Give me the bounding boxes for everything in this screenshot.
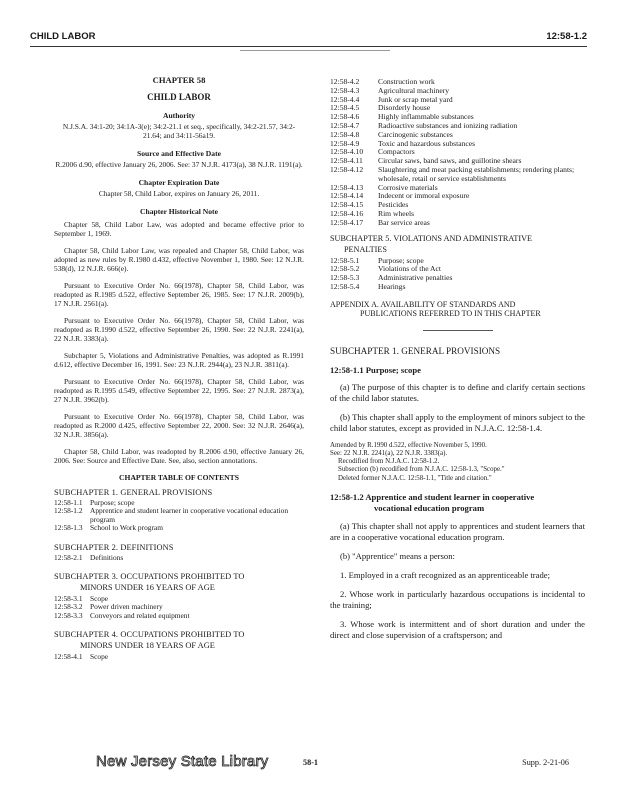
expiration-heading: Chapter Expiration Date [138,178,220,187]
toc-entry[interactable]: 12:58-4.12 Slaughtering and meat packing establishments; rendering plants; wholesale, retail or service establishments [330,164,575,183]
toc-entry[interactable]: 12:58-5.4 Hearings [330,281,406,291]
toc-subchapter-5-cont: PENALTIES [344,244,387,254]
section-heading: 12:58-1.1 Purpose; scope [330,364,421,375]
body-paragraph: 1. Employed in a craft recognized as an apprenticeable trade; [340,569,550,580]
history-heading: Chapter Historical Note [140,207,218,216]
amendment-note: Amended by R.1990 d.522, effective November 5, 1990. See: 22 N.J.R. 2241(a), 22 N.J.R. 3383(a). Recodified from N.J.A.C. 12:58-1.2. Subsection (b) recodified from N.J.A.C. 12:58-1.3, "Scope." Deleted former N.J.A.C. 12:58-1.1, "Title and citation." [330,441,505,482]
library-logo: New Jersey State Library [96,753,269,770]
header-title: CHILD LABOR [30,31,96,42]
history-paragraph: Pursuant to Executive Order No. 66(1978), Chapter 58, Child Labor, was readopted as R.1995 d.549, effective September 22, 1995. See: 27 N.J.R. 2873(a), 27 N.J.R. 3962(b). [54,377,304,404]
history-paragraph: Pursuant to Executive Order No. 66(1978), Chapter 58, Child Labor, was readopted as R.1990 d.522, effective September 26, 1990. See: 22 N.J.R. 2241(a), 22 N.J.R. 3383(a). [54,316,304,343]
running-header [30,31,587,45]
toc-entry[interactable]: 12:58-4.2 Construction work [330,77,435,86]
source-text: R.2006 d.90, effective January 26, 2006. See: 37 N.J.R. 4173(a), 38 N.J.R. 1191(a). [55,160,303,169]
chapter-title: CHILD LABOR [147,92,211,102]
toc-entry[interactable]: 12:58-4.6 Highly inflammable substances [330,112,474,122]
header-rule [30,46,587,47]
toc-entry[interactable]: 12:58-4.13 Corrosive materials [330,182,438,192]
toc-entry[interactable]: 12:58-4.15 Pesticides [330,200,409,210]
toc-entry[interactable]: 12:58-4.16 Rim wheels [330,208,415,218]
toc-entry[interactable]: 12:58-4.17 Bar service areas [330,217,430,227]
body-paragraph: (a) This chapter shall not apply to apprentices and student learners that are in a cooperative vocational education program. [330,520,585,542]
toc-appendix-cont: PUBLICATIONS REFERRED TO IN THIS CHAPTER [360,308,541,318]
toc-entry[interactable]: 12:58-4.1 Scope [54,652,109,662]
history-paragraph: Pursuant to Executive Order No. 66(1978), Chapter 58, Child Labor, was readopted as R.1985 d.522, effective September 26, 1985. See: 17 N.J.R. 2009(b), 17 N.J.R. 2561(a). [54,281,304,308]
toc-appendix[interactable]: APPENDIX A. AVAILABILITY OF STANDARDS AND [330,299,516,309]
expiration-text: Chapter 58, Child Labor, expires on January 26, 2011. [98,189,260,198]
authority-heading: Authority [162,111,196,120]
toc-subchapter-2: SUBCHAPTER 2. DEFINITIONS [54,542,174,552]
header-subrule [240,50,390,51]
toc-subchapter-5: SUBCHAPTER 5. VIOLATIONS AND ADMINISTRATIVE [330,233,533,243]
toc-entry[interactable]: 12:58-4.9 Toxic and hazardous substances [330,138,476,148]
chapter-number: CHAPTER 58 [152,75,206,85]
supplement-date: Supp. 2-21-06 [522,758,569,767]
toc-subchapter-4: SUBCHAPTER 4. OCCUPATIONS PROHIBITED TO [54,630,245,640]
body-paragraph: (a) The purpose of this chapter is to define and clarify certain sections of the child labor statutes. [330,381,585,403]
section-heading-cont: vocational education program [374,502,485,513]
history-paragraph: Pursuant to Executive Order No. 66(1978), Chapter 58, Child Labor, was readopted as R.2000 d.425, effective September 22, 2000. See: 32 N.J.R. 2646(a), 32 N.J.R. 3856(a). [54,412,304,439]
toc-entry[interactable]: 12:58-4.14 Indecent or immoral exposure [330,191,470,201]
source-heading: Source and Effective Date [136,149,221,158]
toc-entry[interactable]: 12:58-4.5 Disorderly house [330,103,431,113]
authority-text: N.J.S.A. 34:1-20; 34:1A-3(e); 34:2-21.1 et seq., specifically, 34:2-21.57, 34:2-21.64; and 34:11-56a19. [62,122,296,140]
toc-entry[interactable]: 12:58-2.1 Definitions [54,552,124,562]
toc-entry[interactable]: 12:58-1.2 Apprentice and student learner in cooperative vocational education program [54,506,289,524]
toc-entry[interactable]: 12:58-5.2 Violations of the Act [330,264,442,274]
body-paragraph: (b) "Apprentice" means a person: [340,550,455,561]
toc-subchapter-3-cont: MINORS UNDER 16 YEARS OF AGE [80,583,215,593]
right-column [330,78,585,649]
toc-entry[interactable]: 12:58-5.1 Purpose; scope [330,255,424,265]
history-paragraph: Chapter 58, Child Labor Law, was adopted and became effective prior to September 1, 1969. [54,220,304,238]
toc-entry[interactable]: 12:58-1.1 Purpose; scope [54,498,135,507]
toc-entry[interactable]: 12:58-3.2 Power driven machinery [54,602,163,612]
page-number: 58-1 [303,758,319,767]
history-paragraph: Chapter 58, Child Labor, was readopted by R.2006 d.90, effective January 26, 2006. See: Source and Effective Date. See, also, section annotations. [54,447,304,465]
left-column [54,76,304,662]
toc-heading: CHAPTER TABLE OF CONTENTS [119,473,239,482]
header-section-number: 12:58-1.2 [546,31,587,42]
body-paragraph: 3. Whose work is intermittent and of short duration and under the direct and close supervision of a craftsperson; and [330,618,585,640]
page-footer [0,753,617,773]
body-paragraph: (b) This chapter shall apply to the employment of minors subject to the child labor statutes, except as provided in N.J.A.C. 12:58-1.4. [330,411,585,433]
toc-entry[interactable]: 12:58-1.3 School to Work program [54,523,163,533]
history-paragraph: Chapter 58, Child Labor Law, was repealed and Chapter 58, Child Labor, was adopted as new rules by R.1980 d.432, effective November 1, 1980. See: 12 N.J.R. 538(d), 12 N.J.R. 666(e). [54,246,304,273]
toc-entry[interactable]: 12:58-4.3 Agricultural machinery [330,85,450,95]
toc-entry[interactable]: 12:58-4.11 Circular saws, band saws, and guillotine shears [330,156,522,166]
body-paragraph: 2. Whose work in particularly hazardous occupations is incidental to the training; [330,588,585,610]
history-paragraph: Subchapter 5, Violations and Administrative Penalties, was adopted as R.1991 d.612, effective December 16, 1991. See: 23 N.J.R. 2944(a), 23 N.J.R. 3811(a). [54,351,304,369]
section-heading: 12:58-1.2 Apprentice and student learner in cooperative [330,491,535,502]
section-divider [423,330,493,331]
toc-subchapter-4-cont: MINORS UNDER 18 YEARS OF AGE [80,641,215,651]
toc-entry[interactable]: 12:58-3.1 Scope [54,594,109,604]
toc-entry[interactable]: 12:58-4.4 Junk or scrap metal yard [330,94,453,104]
toc-entry[interactable]: 12:58-5.3 Administrative penalties [330,273,453,283]
toc-entry[interactable]: 12:58-4.10 Compactors [330,147,415,157]
toc-entry[interactable]: 12:58-3.3 Conveyors and related equipment [54,610,190,620]
toc-entry[interactable]: 12:58-4.7 Radioactive substances and ionizing radiation [330,120,518,130]
toc-subchapter-1: SUBCHAPTER 1. GENERAL PROVISIONS [54,488,213,497]
toc-entry[interactable]: 12:58-4.8 Carcinogenic substances [330,129,453,139]
subchapter-heading: SUBCHAPTER 1. GENERAL PROVISIONS [330,345,501,356]
toc-subchapter-3: SUBCHAPTER 3. OCCUPATIONS PROHIBITED TO [54,572,245,582]
